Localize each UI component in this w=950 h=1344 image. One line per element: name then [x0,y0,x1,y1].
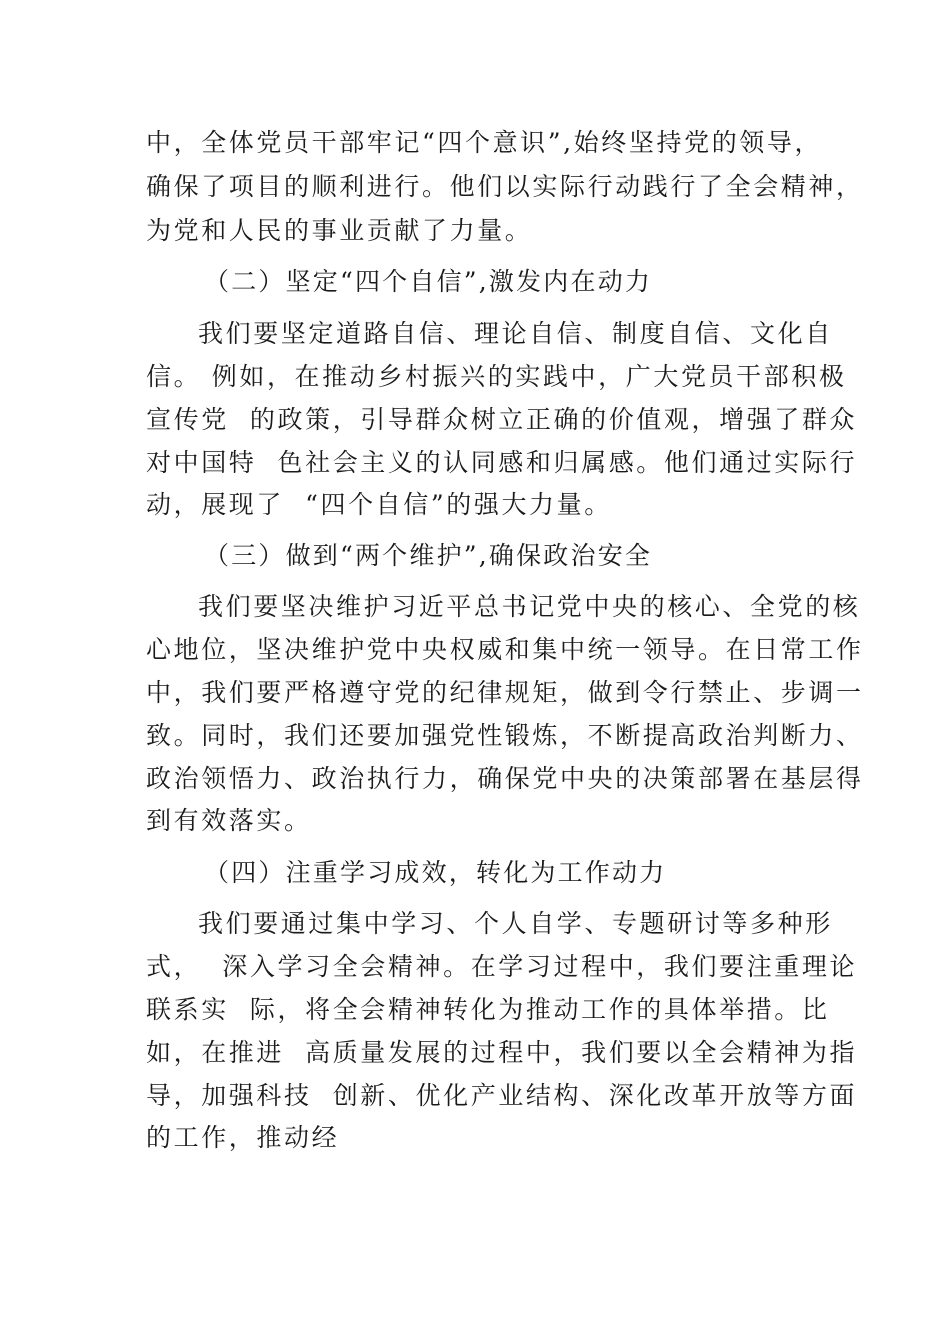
text-line: 致。同时，我们还要加强党性锻炼，不断提高政治判断力、 [146,721,864,750]
text-line: 式， 深入学习全会精神。在学习过程中，我们要注重理论 [146,952,858,981]
text-line: 动，展现了 “四个自信”的强大力量。 [146,490,612,519]
text-line: 信。 例如，在推动乡村振兴的实践中，广大党员干部积极 [146,362,847,391]
text-line: 联系实 际，将全会精神转化为推动工作的具体举措。比 [146,995,830,1024]
section-heading: （四）注重学习成效，转化为工作动力 [204,858,667,887]
text-line: 如，在推进 高质量发展的过程中，我们要以全会精神为指 [146,1038,858,1067]
text-line: 心地位，坚决维护党中央权威和集中统一领导。在日常工作 [146,635,864,664]
text-line: 确保了项目的顺利进行。他们以实际行动践行了全会精神， [146,172,864,201]
text-line: 导，加强科技 创新、优化产业结构、深化改革开放等方面 [146,1081,858,1110]
text-line: 中，我们要严格遵守党的纪律规矩，做到令行禁止、步调一 [146,678,864,707]
section-heading: （二）坚定“四个自信”,激发内在动力 [204,267,653,296]
text-line: 宣传党 的政策，引导群众树立正确的价值观，增强了群众 [146,405,858,434]
text-line: 到有效落实。 [146,806,312,835]
text-line: 中，全体党员干部牢记“四个意识”,始终坚持党的领导， [146,128,823,157]
text-line: 我们要通过集中学习、个人自学、专题研讨等多种形 [198,909,833,938]
text-line: 我们要坚决维护习近平总书记党中央的核心、全党的核 [198,592,861,621]
text-line: 政治领悟力、政治执行力，确保党中央的决策部署在基层得 [146,764,864,793]
text-line: 我们要坚定道路自信、理论自信、制度自信、文化自 [198,319,833,348]
text-line: 为党和人民的事业贡献了力量。 [146,216,533,245]
section-heading: （三）做到“两个维护”,确保政治安全 [204,541,653,570]
text-line: 的工作，推动经 [146,1123,340,1152]
text-line: 对中国特 色社会主义的认同感和归属感。他们通过实际行 [146,448,858,477]
